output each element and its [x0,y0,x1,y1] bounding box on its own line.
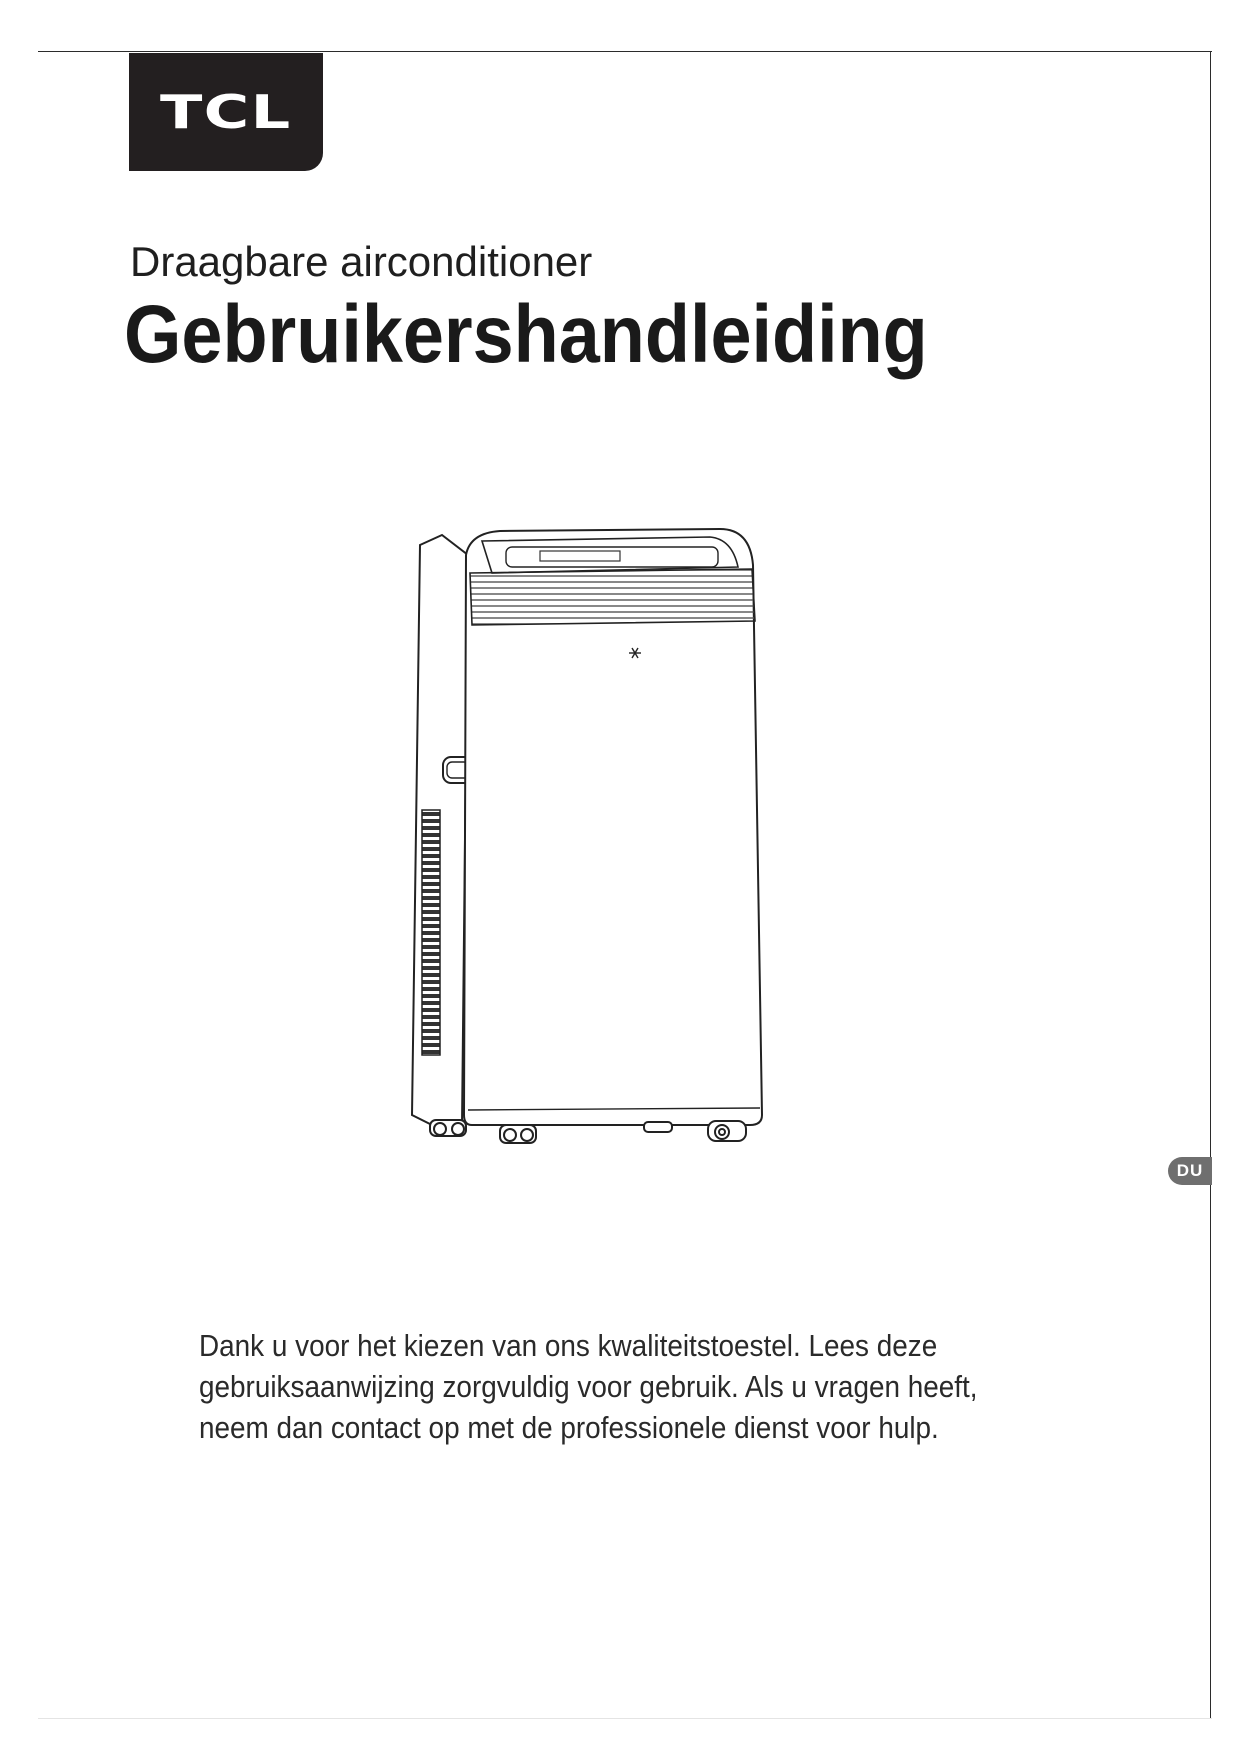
document-title: Gebruikershandleiding [124,289,928,380]
language-badge [1168,1157,1212,1185]
page-frame-top-rule [38,51,1212,52]
intro-paragraph [199,1325,991,1448]
page-frame-right-rule [1210,51,1211,1719]
intro-line: Dank u voor het kiezen van ons kwaliteitstoestel. Lees deze [199,1328,938,1363]
document-subtitle: Draagbare airconditioner [130,238,593,285]
page-frame-bottom-rule [38,1718,1212,1719]
intro-line: gebruiksaanwijzing zorgvuldig voor gebruik. Als u vragen heeft, [199,1369,978,1404]
intro-line: neem dan contact op met de professionele dienst voor hulp. [199,1410,939,1445]
portable-air-conditioner-icon [410,525,835,1145]
logo-text: TCL [160,85,292,139]
language-badge-label: DU [1176,1161,1204,1180]
tcl-logo [129,53,323,171]
